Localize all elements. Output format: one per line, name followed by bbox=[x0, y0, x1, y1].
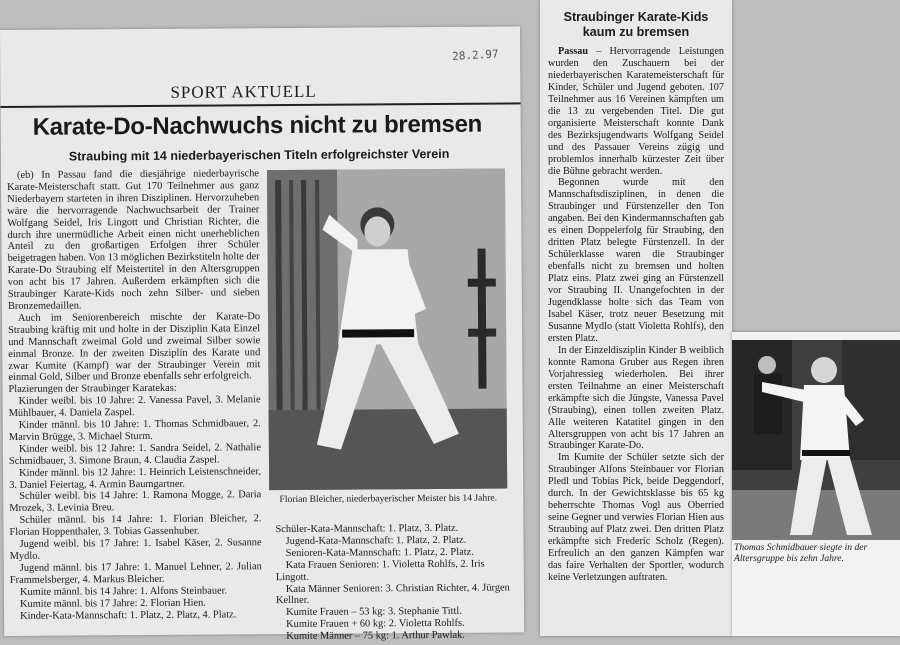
result-line: Kumite Frauen – 53 kg: 3. Stephanie Tittl. bbox=[286, 606, 462, 619]
result-line: Jugend-Kata-Mannschaft: 1. Platz, 2. Platz. bbox=[285, 534, 467, 547]
rubric-rule bbox=[1, 102, 521, 108]
result-line: Kata Männer Senioren: 3. Christian Richter, 4. Jürgen Kellner. bbox=[275, 581, 510, 607]
result-line: Senioren-Kata-Mannschaft: 1. Platz, 2. Platz. bbox=[285, 546, 474, 559]
article-headline: Karate-Do-Nachwuchs nicht zu bremsen bbox=[32, 110, 483, 141]
dateline: Passau bbox=[558, 46, 589, 57]
result-line: Jugend männl. bis 17 Jahre: 1. Manuel Lehner, 2. Julian Frammelsberger, 4. Markus Bleicher. bbox=[9, 561, 262, 586]
result-line: Kinder männl. bis 10 Jahre: 1. Thomas Schmidbauer, 2. Marvin Brügge, 3. Michael Sturm. bbox=[8, 418, 261, 443]
paragraph: In der Einzeldisziplin Kinder B weiblich konnte Ramona Gruber aus Regen ihren Vorjahressieg wiederholen. Bei ihrer ersten Teilnahme an einer Meisterschaft erkämpfte sich die Jüngste, Vanessa Pavel (Straubing), einen tollen zweiten Platz. Alle weiteren Katatitel gingen in den Altersgruppen von acht bis 17 Jahren an Straubinger Karate-Do. bbox=[548, 344, 724, 452]
handwritten-date: 28.2.97 bbox=[451, 47, 499, 64]
paragraph: Begonnen wurde mit den Mannschaftsdisziplinen, in denen die Straubinger und Fürstenzeller den Ton angaben. Bei den Kindermannschaften gab es einen Doppelerfolg für Straubing, den dritten Platz belegte Fürstenzell. In der Schülerklasse waren die Straubinger ebenfalls nicht zu bremsen und holten Platz eins. Platz zwei ging an Fürstenzell vor Straubing II. Unangefochten in der Jugendklasse holte sich das Team von Isabel Käser, trotz neuer Besetzung mit Susanne Mydlo (statt Violetta Rohlfs), den ersten Platz. bbox=[548, 177, 724, 344]
paragraph: Im Kumite der Schüler setzte sich der Straubinger Alfons Steinbauer vor Florian Pledl und Tobias Pick, beide Deggendorf, durch. In der Gewichtsklasse bis 65 kg beherrschte Thomas Vogl aus Oberried seine Gegner und verwies Florian Hien aus Straubing auf Platz zwei. Den dritten Platz erkämpfte sich Frederic Scholz (Regen). Erfreulich an den ganzen Kämpfen war das faire Verhalten der Sportler, wodurch keine Verletzungen auftraten. bbox=[548, 452, 724, 583]
article-body bbox=[548, 46, 724, 584]
result-line: Kumite Männer – 75 kg: 1. Arthur Pawlak. bbox=[286, 629, 465, 643]
result-line: Schüler-Kata-Mannschaft: 1. Platz, 3. Platz. bbox=[275, 522, 459, 536]
karate-photo-thomas bbox=[732, 340, 900, 540]
photo-kid-karate-illustration bbox=[732, 340, 900, 540]
result-line: Kinder männl. bis 12 Jahre: 1. Heinrich Leistenschneider, 3. Daniel Feiertag, 4. Armin Baumgartner. bbox=[9, 465, 262, 491]
article-clipping-left bbox=[0, 26, 524, 643]
paragraph-text: – Hervorragende Leistungen wurden den Zuschauern bei der niederbayerischen Karatemeisterschaft für Kinder, Schüler und Jugend geboten. 107 Teilnehmer aus 16 Vereinen kämpften um die 13 zu vergebenden Titel. Die gut organisierte Meisterschaft konnte Dank des Bezirksjugendwarts Wolfgang Seidel und des Passauer Vereins zügig und problemlos innerhalb kürzester Zeit über die Bühne gebracht werden. bbox=[548, 46, 724, 177]
article-subheadline: Straubing mit 14 niederbayerischen Titeln erfolgreichster Verein bbox=[68, 146, 450, 164]
paragraph: (eb) In Passau fand die diesjährige niederbayrische Karate-Meisterschaft statt. Gut 170 Teilnehmer aus ganz Niederbayern starteten in ihren Disziplinen. Hervorzuheben wäre die hervorragende Nachwuchsarbeit der Trainer Wolfgang Seidel, Iris Lingott und Christian Richter, die durch ihre unermüdliche Arbeit einen nicht unerheblichen Anteil zu den großartigen Erfolgen ihrer Schüler beigetragen haben. Von 13 möglichen Bezirkstiteln holte der Karate-Do Straubing elf Meistertitel in den Altersgruppen von acht bis 17 Jahren. Außerdem erkämpften sich die Straubinger Karate-Kids noch zehn Silber- und sieben Bronzemedaillen. bbox=[7, 168, 260, 312]
result-line: Kumite männl. bis 17 Jahre: 2. Florian Hien. bbox=[19, 597, 206, 610]
result-line: Kinder weibl. bis 12 Jahre: 1. Sandra Seidel, 2. Nathalie Schmidbauer, 3. Simone Braun, 4. Claudia Zaspel. bbox=[8, 442, 261, 467]
result-line: Kumite männl. bis 14 Jahre: 1. Alfons Steinbauer. bbox=[19, 585, 228, 598]
photo-caption: Thomas Schmidbauer siegte in der Altersgruppe bis zehn Jahre. bbox=[734, 542, 868, 564]
paragraph: Auch im Seniorenbereich mischte der Karate-Do Straubing kräftig mit und holte in der Disziplin Kata Einzel und Mannschaft zweimal Gold und zweimal Silber sowie einmal Bronze. In der zweiten Disziplin des Karate und zwar Kumite (Kampf) war der Straubinger Verein mit einmal Gold, Silber und Bronze ebenfalls sehr erfolgreich. bbox=[8, 311, 261, 384]
section-rubric: SPORT AKTUELL bbox=[170, 81, 317, 102]
result-line: Kinder weibl. bis 10 Jahre: 2. Vanessa Pavel, 3. Melanie Mühlbauer, 4. Daniela Zaspel. bbox=[8, 394, 261, 420]
result-line: Kata Frauen Senioren: 1. Violetta Rohlfs, 2. Iris Lingott. bbox=[275, 558, 485, 583]
article-column-1 bbox=[7, 168, 262, 622]
paragraph: Plazierungen der Straubinger Karatekas: bbox=[8, 383, 177, 396]
result-line: Kinder-Kata-Mannschaft: 1. Platz, 2. Platz, 4. Platz. bbox=[20, 608, 237, 622]
photo-clipping-thomas bbox=[732, 332, 900, 636]
article-headline: Straubinger Karate-Kids kaum zu bremsen bbox=[563, 10, 709, 39]
article-column-2 bbox=[275, 522, 512, 643]
result-line: Kumite Frauen + 60 kg: 2. Violetta Rohlfs. bbox=[286, 618, 465, 631]
photo-caption: Florian Bleicher, niederbayerischer Meister bis 14 Jahre. bbox=[279, 492, 498, 506]
result-line: Schüler männl. bis 14 Jahre: 1. Florian Bleicher, 2. Florian Hoppenthaler, 3. Tobias Gassenhuber. bbox=[9, 513, 262, 539]
paragraph bbox=[548, 46, 724, 177]
article-clipping-right bbox=[540, 0, 732, 636]
result-line: Jugend weibl. bis 17 Jahre: 1. Isabel Käser, 2. Susanne Mydlo. bbox=[9, 537, 262, 562]
photo-karate-stance-illustration bbox=[267, 168, 507, 490]
karate-photo-florian bbox=[267, 168, 507, 490]
result-line: Schüler weibl. bis 14 Jahre: 1. Ramona Mogge, 2. Daria Mrozek, 3. Levinia Breu. bbox=[9, 489, 262, 515]
